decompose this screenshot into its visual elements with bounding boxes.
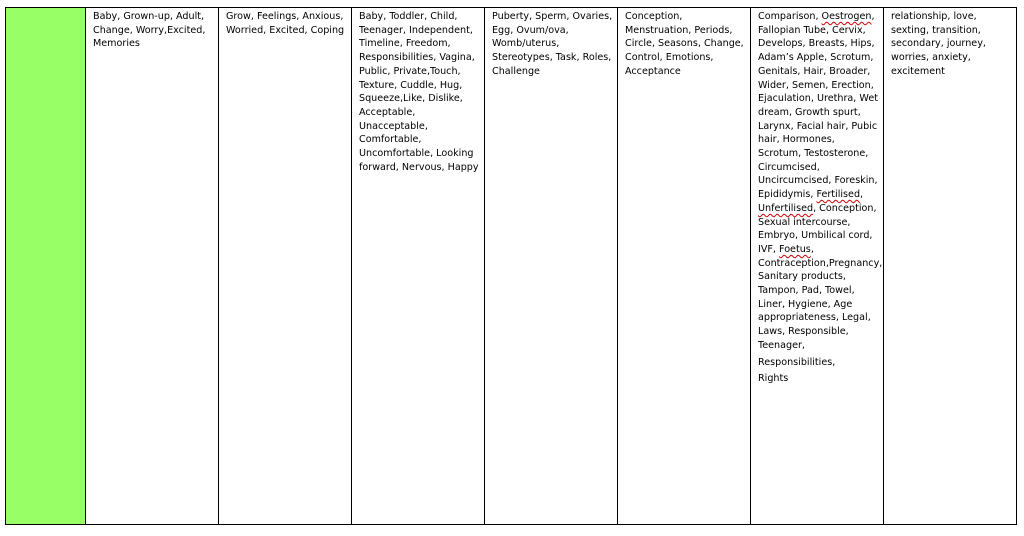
vocab-text-1: Baby, Grown-up, Adult, Change, Worry,Excited, Memories xyxy=(93,11,206,50)
vocab-cell-7 xyxy=(884,8,1016,524)
vocab-cell-1 xyxy=(86,8,219,524)
vocab-text-6b: , Fallopian Tube, Cervix, Develops, Breasts, Hips, Adam’s Apple, Scrotum, Genitals, Hair, Broader, Wider, Semen, Erection, Ejaculation, Urethra, Wet dream, Growth spurt, Larynx, Facial hair, Pubic hair, Hormones, Scrotum, Testosterone, Circumcised, Uncircumcised, Foreskin, Epididymis, xyxy=(758,11,878,201)
vocab-text-6 xyxy=(758,11,882,351)
spellcheck-word-unfertilised: Unfertilised xyxy=(758,202,814,214)
vocab-text-6-rights: Rights xyxy=(758,373,789,385)
spellcheck-word-oestrogen: Oestrogen xyxy=(821,11,872,22)
vocab-text-4: Puberty, Sperm, Ovaries, Egg, Ovum/ova, Womb/uterus, Stereotypes, Task, Roles, Challenge xyxy=(492,11,613,77)
vocab-text-6-responsibilities: Responsibilities, xyxy=(758,356,836,368)
vocab-text-6e: , Contraception,Pregnancy, Sanitary products, Tampon, Pad, Towel, Liner, Hygiene, Age appropriateness, Legal, Laws, Responsible, Teenager, xyxy=(758,243,883,351)
vocab-text-6c: , xyxy=(860,189,864,201)
vocab-text-2: Grow, Feelings, Anxious, Worried, Excited, Coping xyxy=(226,11,345,36)
spellcheck-word-foetus: Foetus xyxy=(779,243,811,255)
vocab-cell-4 xyxy=(485,8,618,524)
vocab-text-6a: Comparison, xyxy=(758,11,822,22)
vocab-cell-6 xyxy=(751,8,884,524)
vocab-text-3: Baby, Toddler, Child, Teenager, Independent, Timeline, Freedom, Responsibilities, Vagina, Public, Private,Touch, Texture, Cuddle, Hug, Squeeze,Like, Dislike, Acceptable, Unacceptable, Comfortable, Uncomfortable, Looking forward, Nervous, Happy xyxy=(359,11,479,173)
vocabulary-table xyxy=(5,7,1017,525)
spellcheck-word-fertilised: Fertilised xyxy=(816,189,861,201)
vocab-text-5: Conception, Menstruation, Periods, Circle, Seasons, Change, Control, Emotions, Acceptance xyxy=(625,11,744,77)
colour-cell xyxy=(6,8,86,524)
vocab-cell-5 xyxy=(618,8,751,524)
vocab-cell-2 xyxy=(219,8,352,524)
vocab-text-7: relationship, love, sexting, transition, secondary, journey, worries, anxiety, excitement xyxy=(891,11,986,77)
vocab-text-6d: , Conception, Sexual intercourse, Embryo, Umbilical cord, IVF, xyxy=(758,202,877,255)
vocab-cell-3 xyxy=(352,8,485,524)
